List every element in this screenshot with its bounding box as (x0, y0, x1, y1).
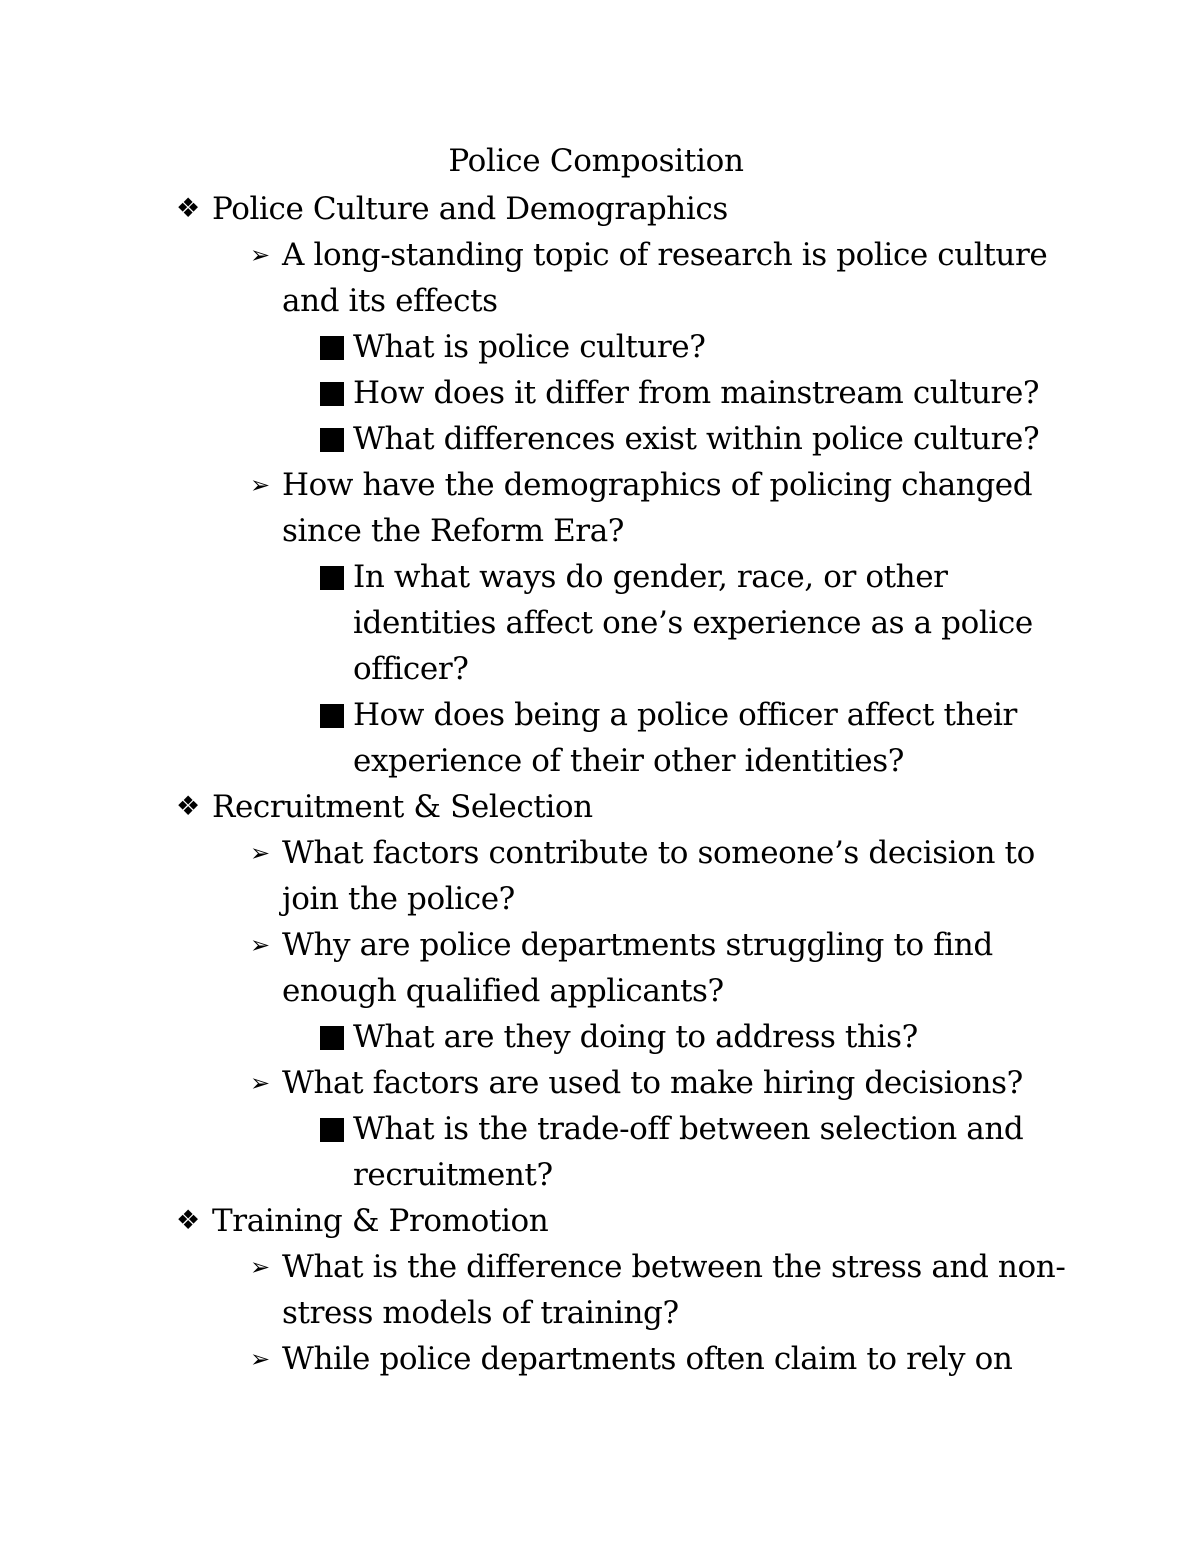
outline-item (0, 324, 1053, 370)
outline-item (0, 1060, 1072, 1106)
outline-item-text: Police Culture and Demographics (212, 191, 728, 227)
square-bullet-icon (320, 1026, 344, 1050)
outline-item (0, 554, 1053, 692)
outline-item (0, 1336, 1072, 1382)
outline-item-text: What is the difference between the stress and non-stress models of training? (282, 1249, 1066, 1331)
outline-item-text: What factors are used to make hiring decisions? (282, 1065, 1023, 1101)
outline-item-text: What is the trade-off between selection and recruitment? (353, 1111, 1024, 1193)
arrow-bullet-icon: ➢ (250, 1345, 270, 1373)
square-bullet-icon (320, 428, 344, 452)
outline-item (0, 232, 1072, 324)
arrow-bullet-icon: ➢ (250, 241, 270, 269)
outline-item-text: Why are police departments struggling to find enough qualified applicants? (282, 927, 993, 1009)
outline-item (0, 830, 1072, 922)
square-bullet-icon (320, 336, 344, 360)
outline-item (0, 416, 1053, 462)
diamond-bullet-icon: ❖ (176, 1205, 200, 1236)
outline-item-text: While police departments often claim to rely on (282, 1341, 1013, 1377)
outline-item-text: What factors contribute to someone’s decision to join the police? (282, 835, 1035, 917)
square-bullet-icon (320, 704, 344, 728)
outline-item-text: What are they doing to address this? (353, 1019, 918, 1055)
outline-item (0, 784, 1082, 830)
outline-item (0, 462, 1072, 554)
diamond-bullet-icon: ❖ (176, 193, 200, 224)
outline-item (0, 1014, 1053, 1060)
outline-item (0, 1198, 1082, 1244)
outline-list (0, 186, 1200, 1382)
arrow-bullet-icon: ➢ (250, 1069, 270, 1097)
outline-item (0, 922, 1072, 1014)
square-bullet-icon (320, 566, 344, 590)
arrow-bullet-icon: ➢ (250, 931, 270, 959)
arrow-bullet-icon: ➢ (250, 839, 270, 867)
outline-item-text: Recruitment & Selection (212, 789, 593, 825)
outline-item (0, 1244, 1072, 1336)
outline-item-text: How does being a police officer affect their experience of their other identities? (353, 697, 1017, 779)
page-title: Police Composition (448, 143, 744, 179)
outline-item (0, 186, 1082, 232)
outline-item-text: How have the demographics of policing changed since the Reform Era? (282, 467, 1033, 549)
arrow-bullet-icon: ➢ (250, 1253, 270, 1281)
outline-item-text: What differences exist within police culture? (353, 421, 1040, 457)
outline-item (0, 1106, 1053, 1198)
outline-item-text: Training & Promotion (212, 1203, 549, 1239)
outline-item (0, 692, 1053, 784)
outline-item-text: A long-standing topic of research is police culture and its effects (282, 237, 1048, 319)
square-bullet-icon (320, 1118, 344, 1142)
outline-item-text: In what ways do gender, race, or other identities affect one’s experience as a police officer? (353, 559, 1033, 687)
diamond-bullet-icon: ❖ (176, 791, 200, 822)
square-bullet-icon (320, 382, 344, 406)
arrow-bullet-icon: ➢ (250, 471, 270, 499)
outline-item-text: What is police culture? (353, 329, 706, 365)
outline-item (0, 370, 1053, 416)
outline-item-text: How does it differ from mainstream culture? (353, 375, 1040, 411)
